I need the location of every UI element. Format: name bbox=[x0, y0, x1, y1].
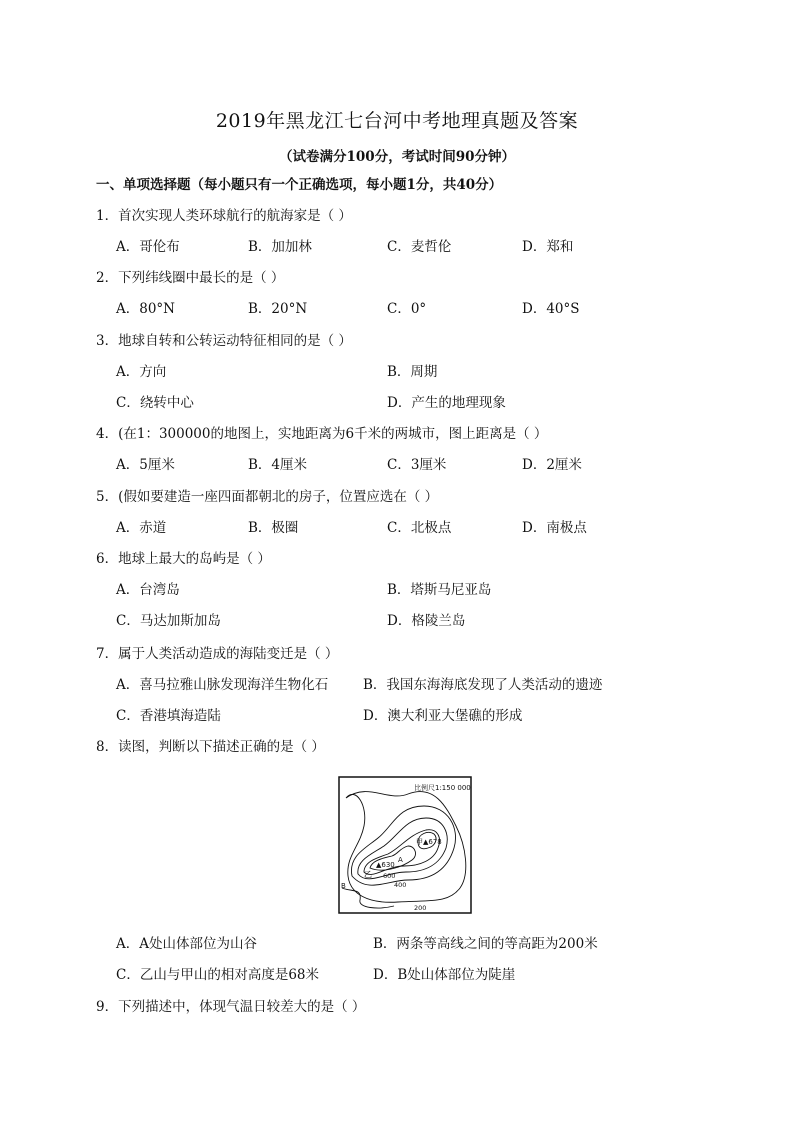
q3-option-c: C．绕转中心 bbox=[116, 395, 194, 411]
q6-option-a: A．台湾岛 bbox=[116, 582, 180, 598]
q2-option-d: D．40°S bbox=[522, 301, 580, 317]
contour-label-600: 600 bbox=[383, 872, 396, 880]
q7-option-b: B．我国东海海底发现了人类活动的遗迹 bbox=[363, 677, 603, 693]
contour-label-200: 200 bbox=[414, 904, 427, 912]
q7-option-a: A．喜马拉雅山脉发现海洋生物化石 bbox=[116, 677, 329, 693]
q3-option-b: B．周期 bbox=[387, 364, 438, 380]
page-title: 2019年黑龙江七台河中考地理真题及答案 bbox=[215, 110, 579, 132]
q1-option-a: A．哥伦布 bbox=[116, 239, 180, 255]
peak-yi-elevation: ▲630 bbox=[376, 861, 395, 869]
label-b: B bbox=[341, 882, 346, 890]
label-yi: 乙 bbox=[364, 870, 372, 879]
q2-option-b: B．20°N bbox=[248, 301, 308, 317]
q1-option-c: C．麦哲伦 bbox=[387, 239, 452, 255]
q9-stem: 9．下列描述中，体现气温日较差大的是（ ） bbox=[96, 999, 366, 1015]
q8-option-a: A．A处山体部位为山谷 bbox=[116, 936, 257, 952]
q5-option-c: C．北极点 bbox=[387, 520, 452, 536]
q4-option-d: D．2厘米 bbox=[522, 457, 582, 473]
q5-option-a: A．赤道 bbox=[116, 520, 167, 536]
q3-stem: 3．地球自转和公转运动特征相同的是（ ） bbox=[96, 333, 352, 349]
contour-label-400: 400 bbox=[394, 881, 407, 889]
q6-option-c: C．马达加斯加岛 bbox=[116, 613, 221, 629]
q8-option-d: D．B处山体部位为陡崖 bbox=[373, 967, 516, 983]
q1-option-b: B．加加林 bbox=[248, 239, 312, 255]
q3-option-a: A．方向 bbox=[116, 364, 167, 380]
section-heading: 一、单项选择题（每小题只有一个正确选项，每小题1分，共40分） bbox=[96, 177, 503, 193]
label-a: A bbox=[398, 856, 403, 864]
q4-option-c: C．3厘米 bbox=[387, 457, 447, 473]
q5-option-d: D．南极点 bbox=[522, 520, 587, 536]
q5-option-b: B．极圈 bbox=[248, 520, 299, 536]
q6-option-d: D．格陵兰岛 bbox=[387, 613, 466, 629]
map-scale: 比例尺1:150 000 bbox=[414, 784, 471, 792]
exam-info: （试卷满分100分，考试时间90分钟） bbox=[279, 149, 515, 165]
q7-stem: 7．属于人类活动造成的海陆变迁是（ ） bbox=[96, 646, 339, 662]
q5-stem: 5．(假如要建造一座四面都朝北的房子，位置应选在（ ） bbox=[96, 489, 439, 505]
q6-stem: 6．地球上最大的岛屿是（ ） bbox=[96, 551, 271, 567]
q4-option-b: B．4厘米 bbox=[248, 457, 308, 473]
q8-option-c: C．乙山与甲山的相对高度是68米 bbox=[116, 967, 320, 983]
q6-option-b: B．塔斯马尼亚岛 bbox=[387, 582, 492, 598]
q8-stem: 8．读图，判断以下描述正确的是（ ） bbox=[96, 739, 325, 755]
q1-option-d: D．郑和 bbox=[522, 239, 574, 255]
q2-option-a: A．80°N bbox=[116, 301, 175, 317]
q7-option-c: C．香港填海造陆 bbox=[116, 708, 221, 724]
q7-option-d: D．澳大利亚大堡礁的形成 bbox=[363, 708, 523, 724]
q3-option-d: D．产生的地理现象 bbox=[387, 395, 506, 411]
peak-jia: 甲▲678 bbox=[416, 838, 442, 846]
q4-stem: 4．(在1：300000的地图上，实地距离为6千米的两城市，图上距离是（ ） bbox=[96, 426, 548, 442]
contour-map bbox=[338, 776, 472, 914]
q1-stem: 1．首次实现人类环球航行的航海家是（ ） bbox=[96, 208, 352, 224]
q2-stem: 2．下列纬线圈中最长的是（ ） bbox=[96, 270, 285, 286]
q8-option-b: B．两条等高线之间的等高距为200米 bbox=[373, 936, 598, 952]
q2-option-c: C．0° bbox=[387, 301, 427, 317]
q4-option-a: A．5厘米 bbox=[116, 457, 175, 473]
